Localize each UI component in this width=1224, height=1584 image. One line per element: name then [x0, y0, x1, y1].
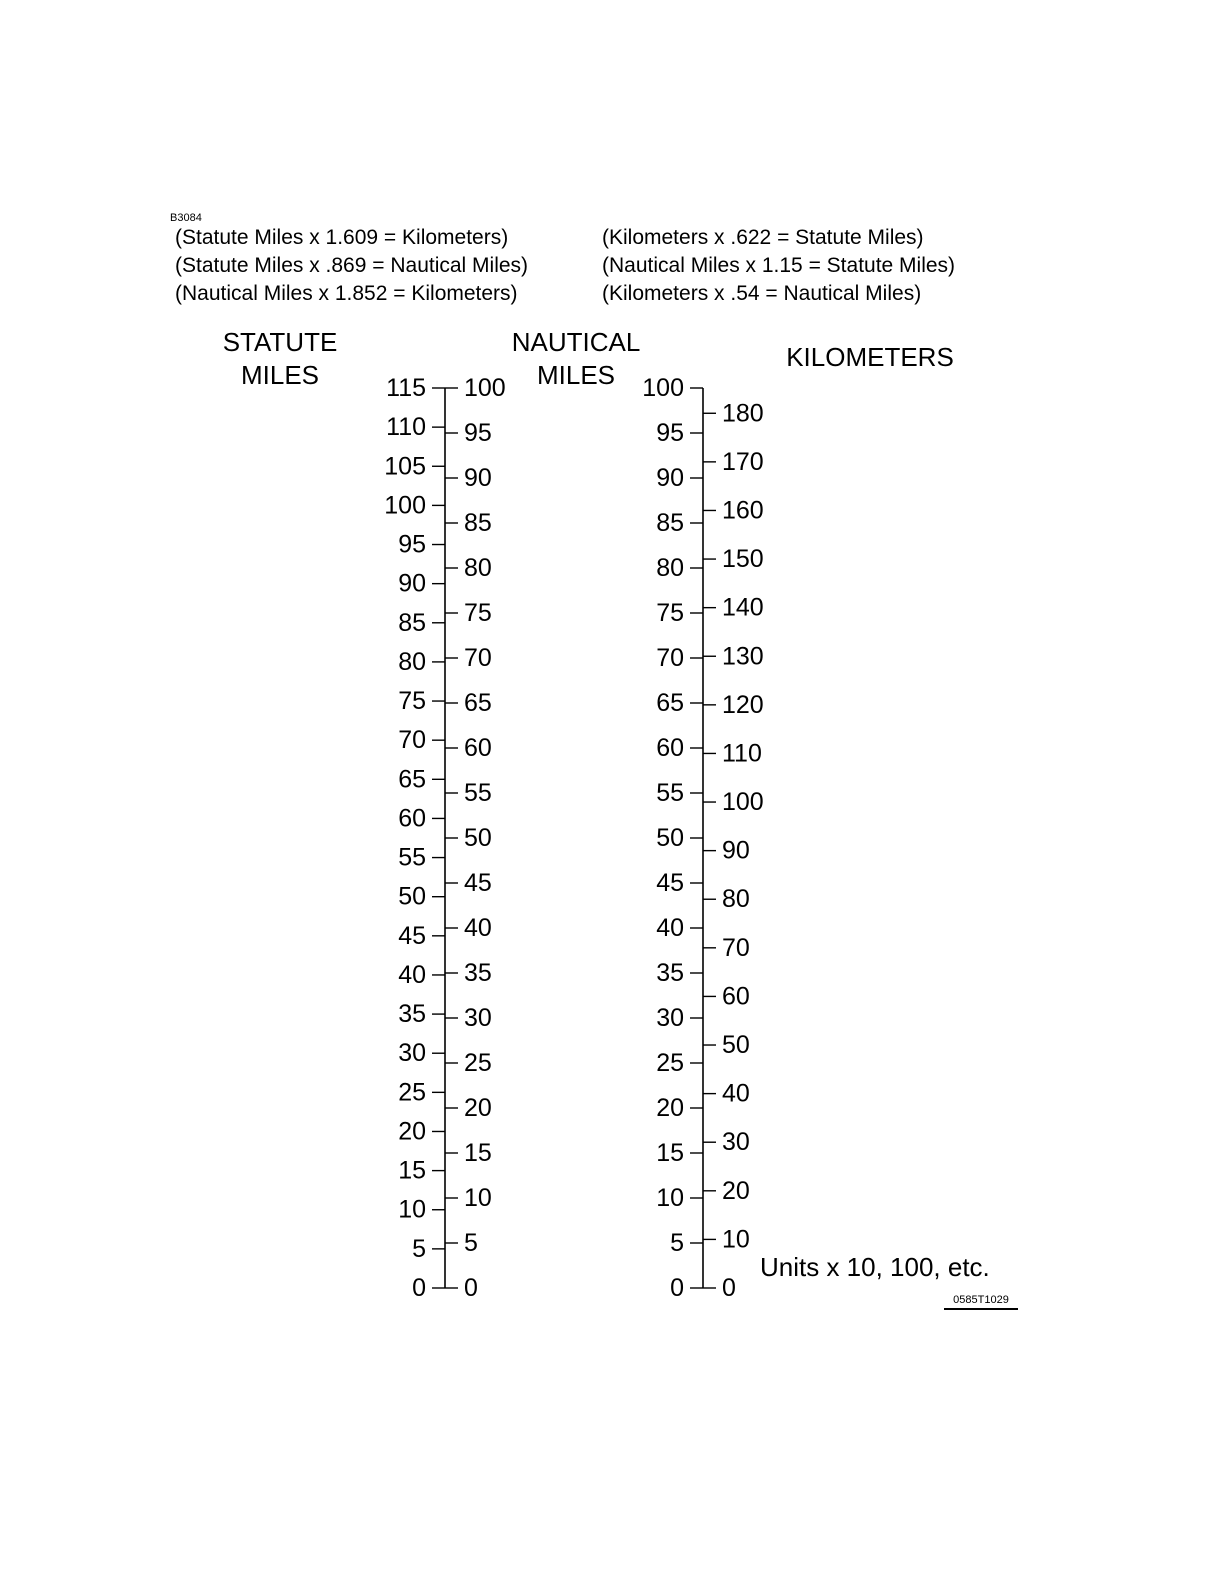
label-statute-miles-left-80: 80 [398, 647, 426, 676]
label-kilometers-right-180: 180 [722, 399, 764, 428]
statute-heading-line2: MILES [240, 360, 320, 390]
part-number: 0585T1029 [944, 1294, 1018, 1310]
label-nautical-miles-left-15: 15 [464, 1139, 492, 1167]
label-nautical-miles-right-30: 30 [656, 1004, 684, 1032]
label-nautical-miles-left-30: 30 [464, 1004, 492, 1032]
nautical-heading-line2: MILES [536, 360, 616, 390]
label-kilometers-right-10: 10 [722, 1225, 750, 1254]
label-nautical-miles-left-85: 85 [464, 509, 492, 537]
label-kilometers-right-50: 50 [722, 1031, 750, 1060]
label-statute-miles-left-5: 5 [412, 1234, 426, 1263]
label-nautical-miles-left-40: 40 [464, 914, 492, 942]
label-kilometers-right-80: 80 [722, 885, 750, 914]
label-nautical-miles-right-60: 60 [656, 734, 684, 762]
label-kilometers-right-0: 0 [722, 1274, 736, 1302]
label-nautical-miles-right-20: 20 [656, 1094, 684, 1122]
label-kilometers-right-20: 20 [722, 1176, 750, 1205]
nautical-heading-line1: NAUTICAL [511, 327, 641, 357]
formula-km-to-statute: (Kilometers x .622 = Statute Miles) [602, 226, 924, 249]
label-statute-miles-left-65: 65 [398, 765, 426, 794]
label-statute-miles-left-50: 50 [398, 882, 426, 911]
label-kilometers-right-170: 170 [722, 447, 764, 476]
formula-km-to-nautical: (Kilometers x .54 = Nautical Miles) [602, 282, 922, 305]
label-nautical-miles-right-45: 45 [656, 869, 684, 897]
label-nautical-miles-right-55: 55 [656, 779, 684, 807]
label-statute-miles-left-105: 105 [384, 452, 426, 481]
label-nautical-miles-right-35: 35 [656, 959, 684, 987]
label-statute-miles-left-90: 90 [398, 569, 426, 598]
label-statute-miles-left-35: 35 [398, 1000, 426, 1029]
label-statute-miles-left-70: 70 [398, 726, 426, 755]
label-nautical-miles-left-75: 75 [464, 599, 492, 627]
label-statute-miles-left-30: 30 [398, 1039, 426, 1068]
label-statute-miles-left-110: 110 [386, 413, 426, 442]
label-kilometers-right-90: 90 [722, 836, 750, 865]
label-nautical-miles-left-55: 55 [464, 779, 492, 807]
label-nautical-miles-right-0: 0 [670, 1274, 684, 1302]
label-nautical-miles-right-65: 65 [656, 689, 684, 717]
label-statute-miles-left-95: 95 [398, 530, 426, 559]
label-nautical-miles-left-20: 20 [464, 1094, 492, 1122]
label-nautical-miles-right-70: 70 [656, 644, 684, 672]
label-nautical-miles-left-100: 100 [464, 374, 506, 402]
label-nautical-miles-left-45: 45 [464, 869, 492, 897]
label-statute-miles-left-60: 60 [398, 804, 426, 833]
label-statute-miles-left-40: 40 [398, 960, 426, 989]
label-statute-miles-left-75: 75 [398, 687, 426, 716]
label-kilometers-right-140: 140 [722, 593, 764, 622]
label-nautical-miles-right-90: 90 [656, 464, 684, 492]
label-kilometers-right-150: 150 [722, 545, 764, 574]
label-statute-miles-left-100: 100 [384, 491, 426, 520]
label-nautical-miles-left-35: 35 [464, 959, 492, 987]
label-nautical-miles-right-25: 25 [656, 1049, 684, 1077]
kilometers-heading: KILOMETERS [786, 342, 954, 372]
label-kilometers-right-110: 110 [722, 739, 762, 768]
formula-nautical-to-statute: (Nautical Miles x 1.15 = Statute Miles) [602, 254, 956, 277]
label-nautical-miles-left-65: 65 [464, 689, 492, 717]
label-nautical-miles-right-10: 10 [656, 1184, 684, 1212]
label-statute-miles-left-55: 55 [398, 843, 426, 872]
label-statute-miles-left-25: 25 [398, 1078, 426, 1107]
label-nautical-miles-right-85: 85 [656, 509, 684, 537]
label-nautical-miles-left-80: 80 [464, 554, 492, 582]
label-nautical-miles-left-90: 90 [464, 464, 492, 492]
label-statute-miles-left-115: 115 [386, 374, 426, 402]
label-nautical-miles-right-40: 40 [656, 914, 684, 942]
label-statute-miles-left-15: 15 [398, 1156, 426, 1185]
label-statute-miles-left-45: 45 [398, 921, 426, 950]
label-nautical-miles-right-95: 95 [656, 419, 684, 447]
units-note: Units x 10, 100, etc. [760, 1252, 990, 1282]
label-kilometers-right-30: 30 [722, 1128, 750, 1157]
label-nautical-miles-right-100: 100 [642, 374, 684, 402]
label-statute-miles-left-0: 0 [412, 1274, 426, 1302]
figure-code: B3084 [170, 212, 202, 224]
label-kilometers-right-120: 120 [722, 690, 764, 719]
label-kilometers-right-100: 100 [722, 788, 764, 817]
label-statute-miles-left-85: 85 [398, 608, 426, 637]
label-nautical-miles-left-60: 60 [464, 734, 492, 762]
label-kilometers-right-70: 70 [722, 933, 750, 962]
label-nautical-miles-right-50: 50 [656, 824, 684, 852]
label-nautical-miles-right-80: 80 [656, 554, 684, 582]
label-kilometers-right-60: 60 [722, 982, 750, 1011]
label-nautical-miles-right-75: 75 [656, 599, 684, 627]
formula-nautical-to-km: (Nautical Miles x 1.852 = Kilometers) [175, 282, 518, 305]
label-nautical-miles-left-0: 0 [464, 1274, 478, 1302]
label-nautical-miles-left-5: 5 [464, 1229, 478, 1257]
label-statute-miles-left-10: 10 [398, 1195, 426, 1224]
label-nautical-miles-left-25: 25 [464, 1049, 492, 1077]
statute-heading-line1: STATUTE [222, 327, 338, 357]
formula-statute-to-km: (Statute Miles x 1.609 = Kilometers) [175, 226, 509, 249]
label-kilometers-right-130: 130 [722, 642, 764, 671]
label-nautical-miles-left-50: 50 [464, 824, 492, 852]
tick-layer [384, 374, 763, 1302]
label-nautical-miles-right-5: 5 [670, 1229, 684, 1257]
label-nautical-miles-left-95: 95 [464, 419, 492, 447]
label-kilometers-right-40: 40 [722, 1079, 750, 1108]
label-statute-miles-left-20: 20 [398, 1117, 426, 1146]
formula-statute-to-nautical: (Statute Miles x .869 = Nautical Miles) [175, 254, 529, 277]
label-nautical-miles-right-15: 15 [656, 1139, 684, 1167]
label-nautical-miles-left-10: 10 [464, 1184, 492, 1212]
label-nautical-miles-left-70: 70 [464, 644, 492, 672]
label-kilometers-right-160: 160 [722, 496, 764, 525]
